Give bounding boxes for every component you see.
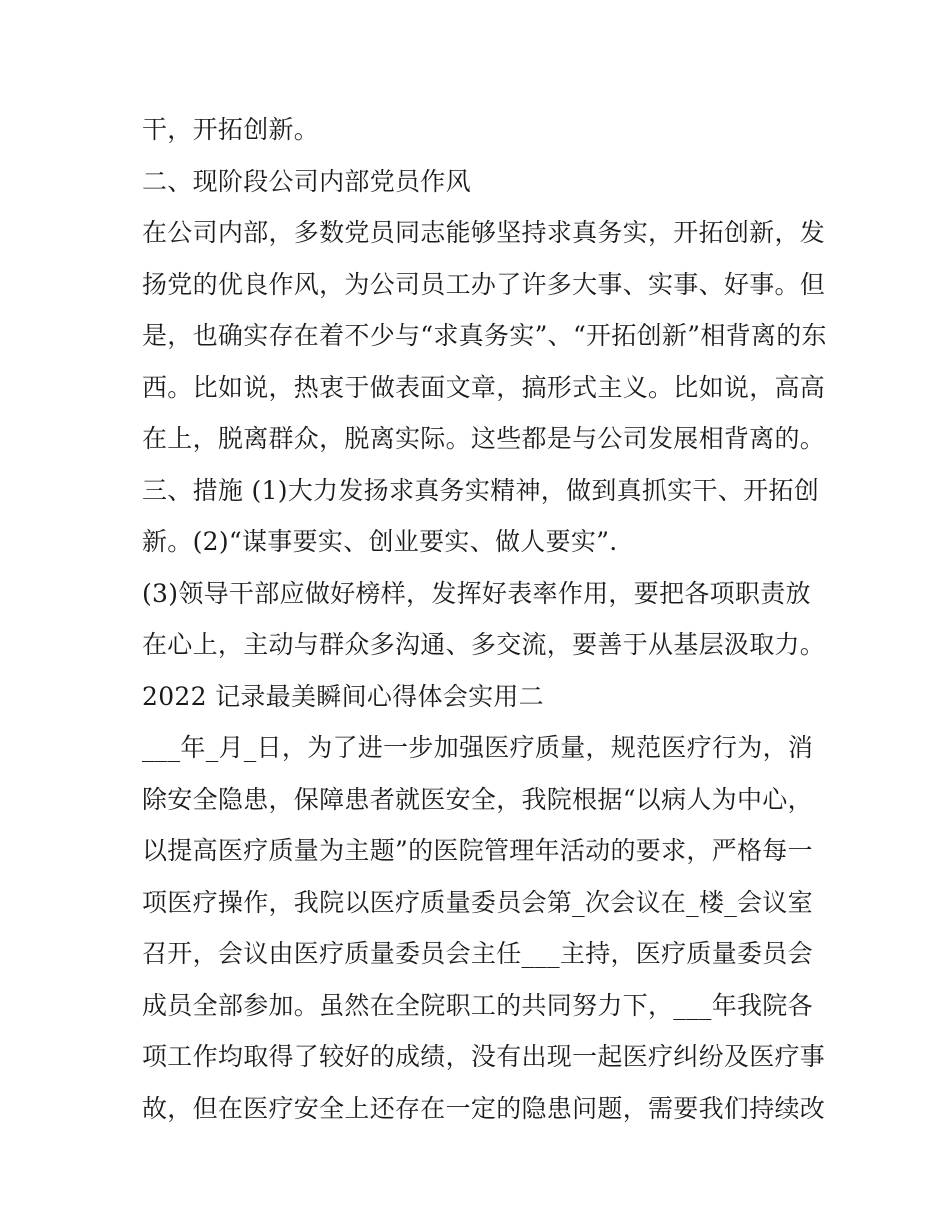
- document-body: [142, 104, 827, 1134]
- text-line: 在心上，主动与群众多沟通、多交流，要善于从基层汲取力。: [142, 630, 826, 659]
- text-line: 干，开拓创新。: [142, 115, 320, 144]
- text-line: 除安全隐患，保障患者就医安全，我院根据“以病人为中心，: [142, 784, 813, 814]
- text-line: 新。(2)“谋事要实、创业要实、做人要实”.: [142, 527, 618, 556]
- text-line: 是，也确实存在着不少与“求真务实”、“开拓创新”相背离的东: [142, 321, 827, 350]
- text-line: 项医疗操作，我院以医疗质量委员会第_次会议在_楼_会议室: [142, 887, 813, 917]
- text-line: ___年_月_日，为了进一步加强医疗质量，规范医疗行为，消: [142, 733, 814, 762]
- text-line: (3)领导干部应做好榜样，发挥好表率作用，要把各项职责放: [142, 578, 811, 608]
- article-title: 2022 记录最美瞬间心得体会实用二: [142, 681, 544, 711]
- text-line: 扬党的优良作风，为公司员工办了许多大事、实事、好事。但: [142, 269, 826, 299]
- section-heading-3: 三、措施 (1)大力发扬求真务实精神，做到真抓实干、开拓创: [142, 475, 820, 505]
- text-line: 西。比如说，热衷于做表面文章，搞形式主义。比如说，高高: [142, 372, 826, 402]
- text-line: 项工作均取得了较好的成绩，没有出现一起医疗纠纷及医疗事: [142, 1042, 826, 1071]
- section-heading-2: 二、现阶段公司内部党员作风: [142, 166, 471, 196]
- text-line: 成员全部参加。虽然在全院职工的共同努力下，___年我院各: [142, 990, 813, 1020]
- text-line: 故，但在医疗安全上还存在一定的隐患问题，需要我们持续改: [142, 1093, 826, 1123]
- text-line: 在上，脱离群众，脱离实际。这些都是与公司发展相背离的。: [142, 424, 826, 453]
- text-line: 召开，会议由医疗质量委员会主任___主持，医疗质量委员会: [142, 939, 813, 968]
- text-line: 在公司内部，多数党员同志能够坚持求真务实，开拓创新，发: [142, 218, 826, 247]
- text-line: 以提高医疗质量为主题”的医院管理年活动的要求，严格每一: [142, 836, 813, 865]
